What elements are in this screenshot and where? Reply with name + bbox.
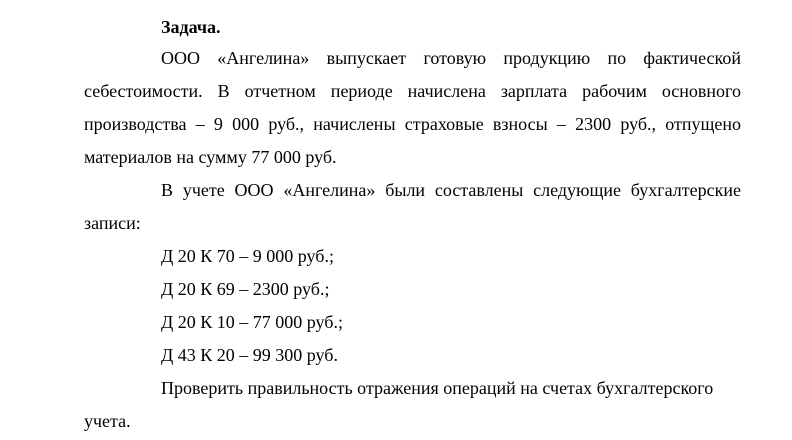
journal-entry: Д 43 К 20 – 99 300 руб. <box>161 345 338 365</box>
task-instruction-line-2: учета. <box>84 411 131 431</box>
journal-entry: Д 20 К 70 – 9 000 руб.; <box>161 246 334 266</box>
paragraph-2-line-1: В учете ООО «Ангелина» были составлены следующие бухгалтерские <box>161 180 741 200</box>
paragraph-1-line-2: себестоимости. В отчетном периоде начислена зарплата рабочим основного <box>84 81 741 101</box>
paragraph-1-line-3: производства – 9 000 руб., начислены страховые взносы – 2300 руб., отпущено <box>84 114 741 134</box>
paragraph-1-line-4: материалов на сумму 77 000 руб. <box>84 147 337 167</box>
journal-entry: Д 20 К 69 – 2300 руб.; <box>161 279 330 299</box>
task-heading: Задача. <box>161 17 221 37</box>
journal-entry: Д 20 К 10 – 77 000 руб.; <box>161 312 343 332</box>
task-instruction-line-1: Проверить правильность отражения операций на счетах бухгалтерского <box>161 378 714 398</box>
paragraph-2-line-2: записи: <box>84 213 141 233</box>
paragraph-1-line-1: ООО «Ангелина» выпускает готовую продукцию по фактической <box>161 48 741 68</box>
